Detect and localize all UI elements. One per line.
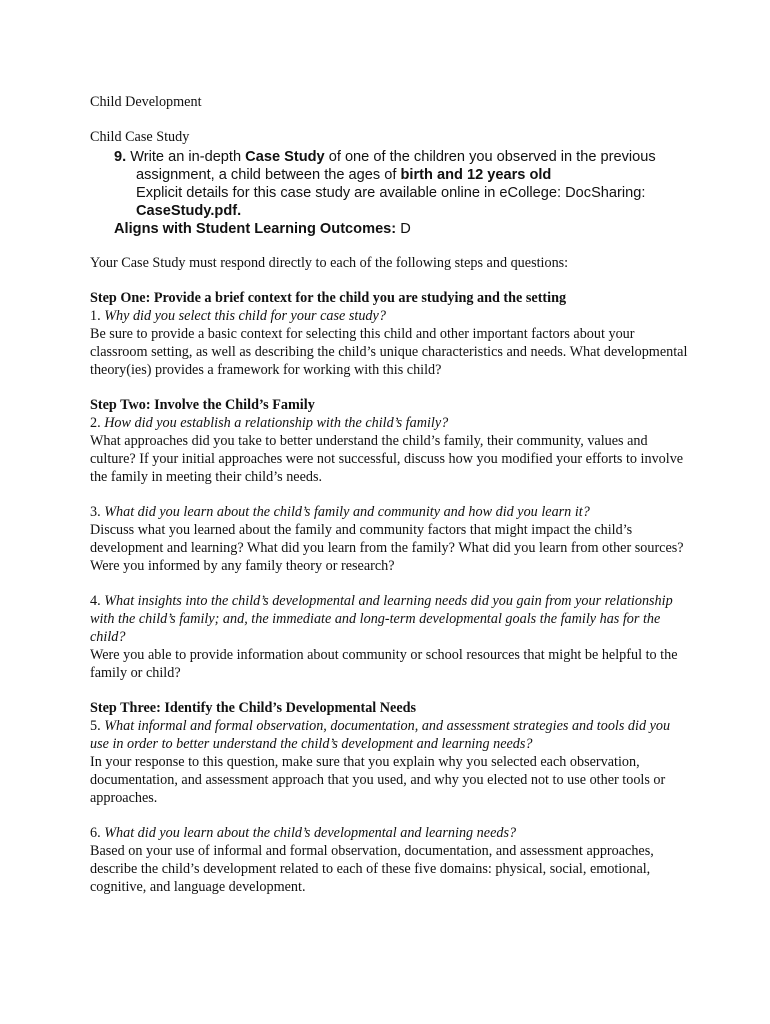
question-3: 3. What did you learn about the child’s family and community and how did you learn it? <box>90 504 590 520</box>
question-4: 4. What insights into the child’s developmental and learning needs did you gain from your relationship with the child’s family; and, the immediate and long-term developmental goals the family has for the child? <box>90 593 673 645</box>
question-2: 2. How did you establish a relationship with the child’s family? <box>90 415 449 431</box>
question-1: 1. Why did you select this child for your case study? <box>90 308 386 324</box>
step-three-heading: Step Three: Identify the Child’s Developmental Needs <box>90 700 417 716</box>
question-5-body: In your response to this question, make sure that you explain why you selected each observation, documentation, and assessment approach that you used, and why you elected not to use other tools or approaches. <box>90 754 666 806</box>
course-title: Child Development <box>90 94 202 110</box>
question-6-body: Based on your use of informal and formal observation, documentation, and assessment approaches, describe the child’s development related to each of these five domains: physical, social, emotional, cognitive, and language development. <box>90 843 654 895</box>
question-5: 5. What informal and formal observation, documentation, and assessment strategies and tools did you use in order to better understand the child’s development and learning needs? <box>90 718 671 752</box>
intro-text: Your Case Study must respond directly to each of the following steps and questions: <box>90 255 569 271</box>
assignment-file-name: CaseStudy.pdf. <box>136 203 242 219</box>
document-subtitle: Child Case Study <box>90 129 190 145</box>
assignment-line-2: assignment, a child between the ages of birth and 12 years old <box>136 167 552 183</box>
question-6: 6. What did you learn about the child’s developmental and learning needs? <box>90 825 517 841</box>
assignment-line-1: 9. Write an in-depth Case Study of one of the children you observed in the previous <box>114 149 656 165</box>
assignment-line-3: Explicit details for this case study are available online in eCollege: DocSharing: <box>136 185 646 201</box>
question-4-body: Were you able to provide information about community or school resources that might be helpful to the family or child? <box>90 647 678 681</box>
learning-outcomes: Aligns with Student Learning Outcomes: D <box>114 221 411 237</box>
question-2-body: What approaches did you take to better understand the child’s family, their community, values and culture? If your initial approaches were not successful, discuss how you modified your efforts to involve the family in meeting their child’s needs. <box>90 433 684 485</box>
assignment-block <box>114 148 714 238</box>
question-3-body: Discuss what you learned about the family and community factors that might impact the child’s development and learning? What did you learn from the family? What did you learn from other sources? Were you informed by any family theory or research? <box>90 522 684 574</box>
assignment-number: 9. <box>114 149 127 165</box>
question-1-body: Be sure to provide a basic context for selecting this child and other important factors about your classroom setting, as well as describing the child’s unique characteristics and needs. What developmental theory(ies) provides a framework for working with this child? <box>90 326 688 378</box>
step-two-heading: Step Two: Involve the Child’s Family <box>90 397 315 413</box>
step-one-heading: Step One: Provide a brief context for the child you are studying and the setting <box>90 290 567 306</box>
